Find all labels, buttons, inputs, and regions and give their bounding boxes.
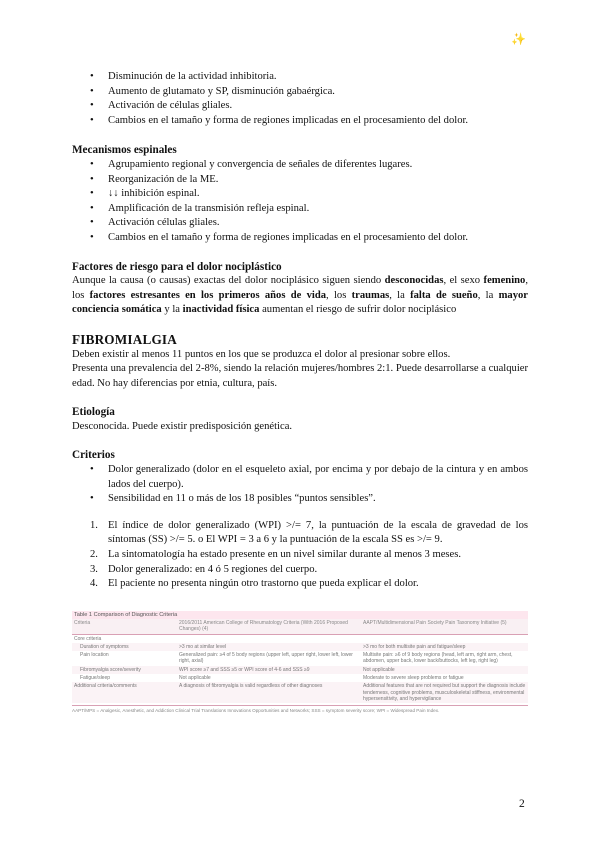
bold-term: falta de sueño xyxy=(410,289,478,301)
bold-term: femenino xyxy=(483,275,526,287)
table-cell: WPI score ≥7 and SSS ≥5 or WPI score of 4-6 and SSS ≥9 xyxy=(177,666,361,674)
table-cell: Fibromyalgia score/severity xyxy=(72,666,177,674)
text-span: Aunque la causa (o causas) exactas del dolor nociplásico siguen siendo xyxy=(72,275,385,287)
table-row xyxy=(72,682,528,703)
table-cell: Multisite pain: ≥6 of 9 body regions (head, left arm, right arm, chest, abdomen, upper back, lower back/buttocks, left leg, right leg) xyxy=(363,652,513,665)
table-cell: A diagnosis of fibromyalgia is valid regardless of other diagnoses xyxy=(177,682,361,703)
bold-term: mayor conciencia somática xyxy=(72,289,529,316)
list-item: • Amplificación de la transmisión refleja espinal. xyxy=(90,202,528,217)
etiologia-text: Desconocida. Puede existir predisposición genética. xyxy=(72,420,293,432)
table-section-row xyxy=(72,634,528,643)
item-number: 1. xyxy=(90,519,98,531)
list-item: • Reorganización de la ME. xyxy=(90,173,528,188)
table-cell: >3 mo for both multisite pain and fatigue/sleep xyxy=(361,643,528,651)
table-section-label: Core criteria xyxy=(74,635,102,642)
table-title: Table 1 Comparison of Diagnostic Criteria xyxy=(72,611,528,619)
diagnostic-criteria-table-figure xyxy=(72,611,528,779)
text-span: , la xyxy=(389,289,411,301)
numbered-item xyxy=(72,548,528,563)
bold-term: traumas xyxy=(351,289,390,301)
numbered-item xyxy=(72,563,528,578)
numbered-item xyxy=(72,577,528,592)
item-number: 4. xyxy=(90,578,98,590)
espinales-list xyxy=(72,158,528,246)
criterios-bullet-list xyxy=(72,463,528,507)
riesgo-paragraph xyxy=(72,274,528,318)
item-number: 3. xyxy=(90,563,98,575)
criterios-numbered-list xyxy=(72,519,528,592)
list-item: • Activación de células gliales. xyxy=(90,99,528,114)
text-span: , el sexo xyxy=(443,275,484,287)
table-header-row xyxy=(72,619,528,634)
list-item: • Disminución de la actividad inhibitoria. xyxy=(90,70,528,85)
table-cell: Fatigue/sleep xyxy=(80,675,111,682)
fibro-paragraph-1: Deben existir al menos 11 puntos en los que se produzca el dolor al presionar sobre ellos. xyxy=(72,348,451,360)
page-content xyxy=(72,70,528,592)
text-span: y la xyxy=(161,304,183,316)
text-span: , los xyxy=(72,275,528,301)
bold-term: desconocidas xyxy=(384,275,444,287)
list-item: • Dolor generalizado (dolor en el esqueleto axial, por encima y por debajo de la cintura y en ambos lados del cuerpo). xyxy=(90,463,528,492)
table-cell: Additional features that are not required but support the diagnosis include tenderness, cognitive problems, musculoskeletal stiffness, environmental hypersensitivity, and hypervigilance xyxy=(361,682,528,703)
list-item: • Cambios en el tamaño y forma de regiones implicadas en el procesamiento del dolor. xyxy=(90,231,528,246)
text-span: aumentan el riesgo de sufrir dolor nociplásico xyxy=(259,304,457,316)
section-heading-fibromialgia: FIBROMIALGIA xyxy=(72,331,177,347)
item-text: El índice de dolor generalizado (WPI) >/= 7, la puntuación de la escala de gravedad de los síntomas (SS) >/= 5. o El WPI = 3 a 6 y la puntuación de la escala SS es >/= 9. xyxy=(108,519,528,546)
numbered-item xyxy=(72,519,528,548)
item-number: 2. xyxy=(90,549,98,561)
top-bullet-list xyxy=(72,70,528,128)
table-cell: Additional criteria/comments xyxy=(72,682,177,703)
table-footnote: AAPT/MPS = Analgesic, Anesthetic, and Addiction Clinical Trial Translations Innovations Opportunities and Networks; SSS = symptom severity score; WPI = Widespread Pain Index. xyxy=(72,705,528,714)
bold-term: factores estresantes en los primeros años de vida xyxy=(89,289,327,301)
list-item: • Agrupamiento regional y convergencia de señales de diferentes lugares. xyxy=(90,158,528,173)
section-heading-espinales: Mecanismos espinales xyxy=(72,144,177,157)
diagnostic-criteria-table xyxy=(72,619,528,703)
table-row xyxy=(72,643,528,651)
bold-term: inactividad física xyxy=(182,304,260,316)
list-item: • ↓↓ inhibición espinal. xyxy=(90,187,528,202)
list-item: • Activación células gliales. xyxy=(90,216,528,231)
text-span: , la xyxy=(477,289,499,301)
item-text: La sintomatología ha estado presente en un nivel similar durante al menos 3 meses. xyxy=(108,549,462,561)
table-cell: Duration of symptoms xyxy=(72,643,177,651)
item-text: El paciente no presenta ningún otro trastorno que pueda explicar el dolor. xyxy=(108,578,419,590)
table-header-cell: AAPT/Multidimensional Pain Society Pain Taxonomy Initiative (5) xyxy=(361,619,528,634)
sparkle-icon: ✨ xyxy=(511,32,526,46)
list-item: • Sensibilidad en 11 o más de los 18 posibles “puntos sensibles”. xyxy=(90,492,528,507)
section-heading-riesgo: Factores de riesgo para el dolor nociplástico xyxy=(72,260,282,273)
item-text: Dolor generalizado: en 4 ó 5 regiones del cuerpo. xyxy=(108,563,318,575)
text-span: , los xyxy=(326,289,352,301)
list-item: • Aumento de glutamato y SP, disminución gabaérgica. xyxy=(90,85,528,100)
table-row xyxy=(72,674,528,682)
list-item: • Cambios en el tamaño y forma de regiones implicadas en el procesamiento del dolor. xyxy=(90,114,528,129)
table-cell: Generalized pain: ≥4 of 5 body regions (upper left, upper right, lower left, lower right, axial) xyxy=(179,652,353,665)
table-row xyxy=(72,651,528,666)
table-cell: >3 mo at similar level xyxy=(177,643,361,651)
section-heading-etiologia: Etiología xyxy=(72,406,115,419)
section-heading-criterios: Criterios xyxy=(72,449,115,462)
table-cell: Not applicable xyxy=(179,675,211,682)
table-header-cell: Criteria xyxy=(72,619,177,634)
table-cell: Moderate to severe sleep problems or fatigue xyxy=(363,675,464,682)
fibro-paragraph-2: Presenta una prevalencia del 2-8%, siendo la relación mujeres/hombres 2:1. Puede desarrollarse a cualquier edad. No hay diferencias por etnia, cultura, país. xyxy=(72,363,528,389)
table-cell: Pain location xyxy=(80,652,109,659)
table-row xyxy=(72,666,528,674)
table-header-cell: 2016/2011 American College of Rheumatology Criteria (With 2016 Proposed Changes) (4) xyxy=(177,619,361,634)
page-number: 2 xyxy=(519,798,525,810)
table-cell: Not applicable xyxy=(361,666,528,674)
